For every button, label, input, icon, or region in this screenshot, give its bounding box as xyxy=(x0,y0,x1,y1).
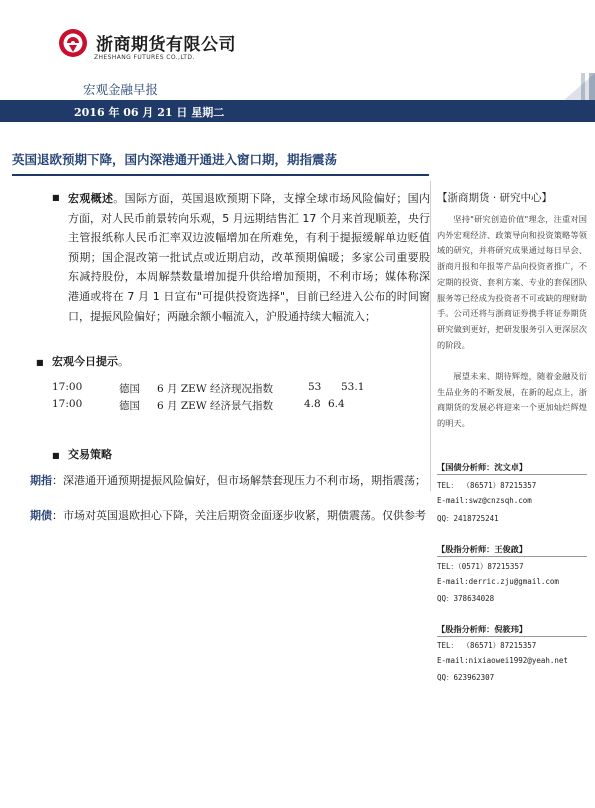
strategy-item-text: ：市场对英国退欧担心下降，关注后期资金面逐步收紧，期债震荡。仅供参考 xyxy=(52,509,426,522)
analyst-email[interactable]: E-mail:swz@cnzsqh.com xyxy=(437,496,532,505)
headline-divider xyxy=(12,174,429,176)
today-suffix: 。 xyxy=(118,355,129,368)
row-expect: 6.4 xyxy=(328,398,345,410)
bullet-square-icon: ■ xyxy=(36,358,44,367)
row-country: 德国 xyxy=(119,383,140,395)
strategy-item-text: ：深港通开通预期提振风险偏好，但市场解禁套现压力不利市场，期指震荡； xyxy=(52,474,426,487)
row-expect: 53.1 xyxy=(341,381,365,393)
analyst-divider xyxy=(437,636,587,637)
report-date: 2016 年 06 月 21 日 星期二 xyxy=(74,106,225,119)
overview-label: 宏观概述 xyxy=(68,192,114,205)
today-label: 宏观今日提示 xyxy=(52,355,118,368)
strategy-item-label: 期债 xyxy=(30,509,52,522)
row-prev: 4.8 xyxy=(304,398,321,410)
company-logo-icon xyxy=(58,28,88,58)
analyst-divider xyxy=(437,474,587,475)
company-name-cn: 浙商期货有限公司 xyxy=(96,35,236,55)
sidebar-outlook-paragraph: 展望未来、期待辉煌，随着金融及衍生品业务的不断发展，在新的起点上，浙商期货的发展必将迎来一个更加灿烂辉煌的明天。 xyxy=(437,371,587,429)
bullet-square-icon: ■ xyxy=(52,451,60,460)
analyst-tel: TEL： （86571）87215357 xyxy=(437,641,537,650)
bullet-square-icon: ■ xyxy=(52,193,60,202)
analyst-qq: QQ：623962307 xyxy=(437,673,495,682)
strategy-label: 交易策略 xyxy=(68,448,112,461)
analyst-qq: QQ：2418725241 xyxy=(437,514,499,523)
report-type: 宏观金融早报 xyxy=(83,82,159,97)
headline: 英国退欧预期下降，国内深港通开通进入窗口期，期指震荡 xyxy=(12,152,338,167)
row-time: 17:00 xyxy=(52,381,83,393)
strategy-item-index-futures xyxy=(30,472,428,490)
analyst-heading: 【股指分析师：王俊啟】 xyxy=(437,544,528,554)
analyst-qq: QQ：378634028 xyxy=(437,594,495,603)
analyst-heading: 【国债分析师：沈文卓】 xyxy=(437,462,528,472)
analyst-tel: TEL： （86571）87215357 xyxy=(437,481,537,490)
row-country: 德国 xyxy=(119,400,140,412)
strategy-item-bond-futures xyxy=(30,507,428,525)
row-prev: 53 xyxy=(308,381,322,393)
analyst-email[interactable]: E-mail:nixiaowei1992@yeah.net xyxy=(437,656,568,665)
today-heading xyxy=(52,352,129,372)
row-event: 6 月 ZEW 经济景气指数 xyxy=(157,400,273,412)
overview-paragraph xyxy=(68,189,430,326)
analyst-heading: 【股指分析师：倪筱玮】 xyxy=(437,624,528,634)
row-event: 6 月 ZEW 经济现况指数 xyxy=(157,383,273,395)
strategy-item-label: 期指 xyxy=(30,474,52,487)
company-name-en: ZHESHANG FUTURES CO.,LTD. xyxy=(94,54,195,61)
analyst-tel: TEL：（0571）87215357 xyxy=(437,562,524,571)
column-divider xyxy=(430,181,431,491)
sidebar-title: 【浙商期货 · 研究中心】 xyxy=(437,192,553,204)
row-time: 17:00 xyxy=(52,398,83,410)
corner-decoration xyxy=(543,73,595,101)
overview-text: 。国际方面，英国退欧预期下降，支撑全球市场风险偏好；国内方面，对人民币前景转向乐观，5 月远期结售汇 17 个月来首现顺差，央行主管报纸称人民币汇率双边波幅增加在所难免，有利于提振缓解单边贬值预期；国企混改第一批试点或近期启动，改革预期偏暖；多家公司重要股东减持股份，本周解禁数量增加提升供给增加预期，不利市场；媒体称深港通或将在 7 月 1 日宣布"可提供投资选择"，目前已经进入公布的时间窗口，提振风险偏好；两融余额小幅流入，沪股通持续大幅流入； xyxy=(68,192,431,323)
sidebar-intro-paragraph: 坚持"研究创造价值"理念，注重对国内外宏观经济、政策导向和投资策略等领域的研究，并将研究成果通过每日早会、浙商月报和年报等产品向投资者推广，不定期的投资、套利方案、专业的套保团队服务等已经成为投资者不可或缺的理财助手。公司还将与浙商证券携手将证券期货研究做到更好，把研发服务引入更深层次的阶段。 xyxy=(437,214,587,350)
analyst-email[interactable]: E-mail:derric.zju@gmail.com xyxy=(437,577,559,586)
analyst-divider xyxy=(437,556,587,557)
